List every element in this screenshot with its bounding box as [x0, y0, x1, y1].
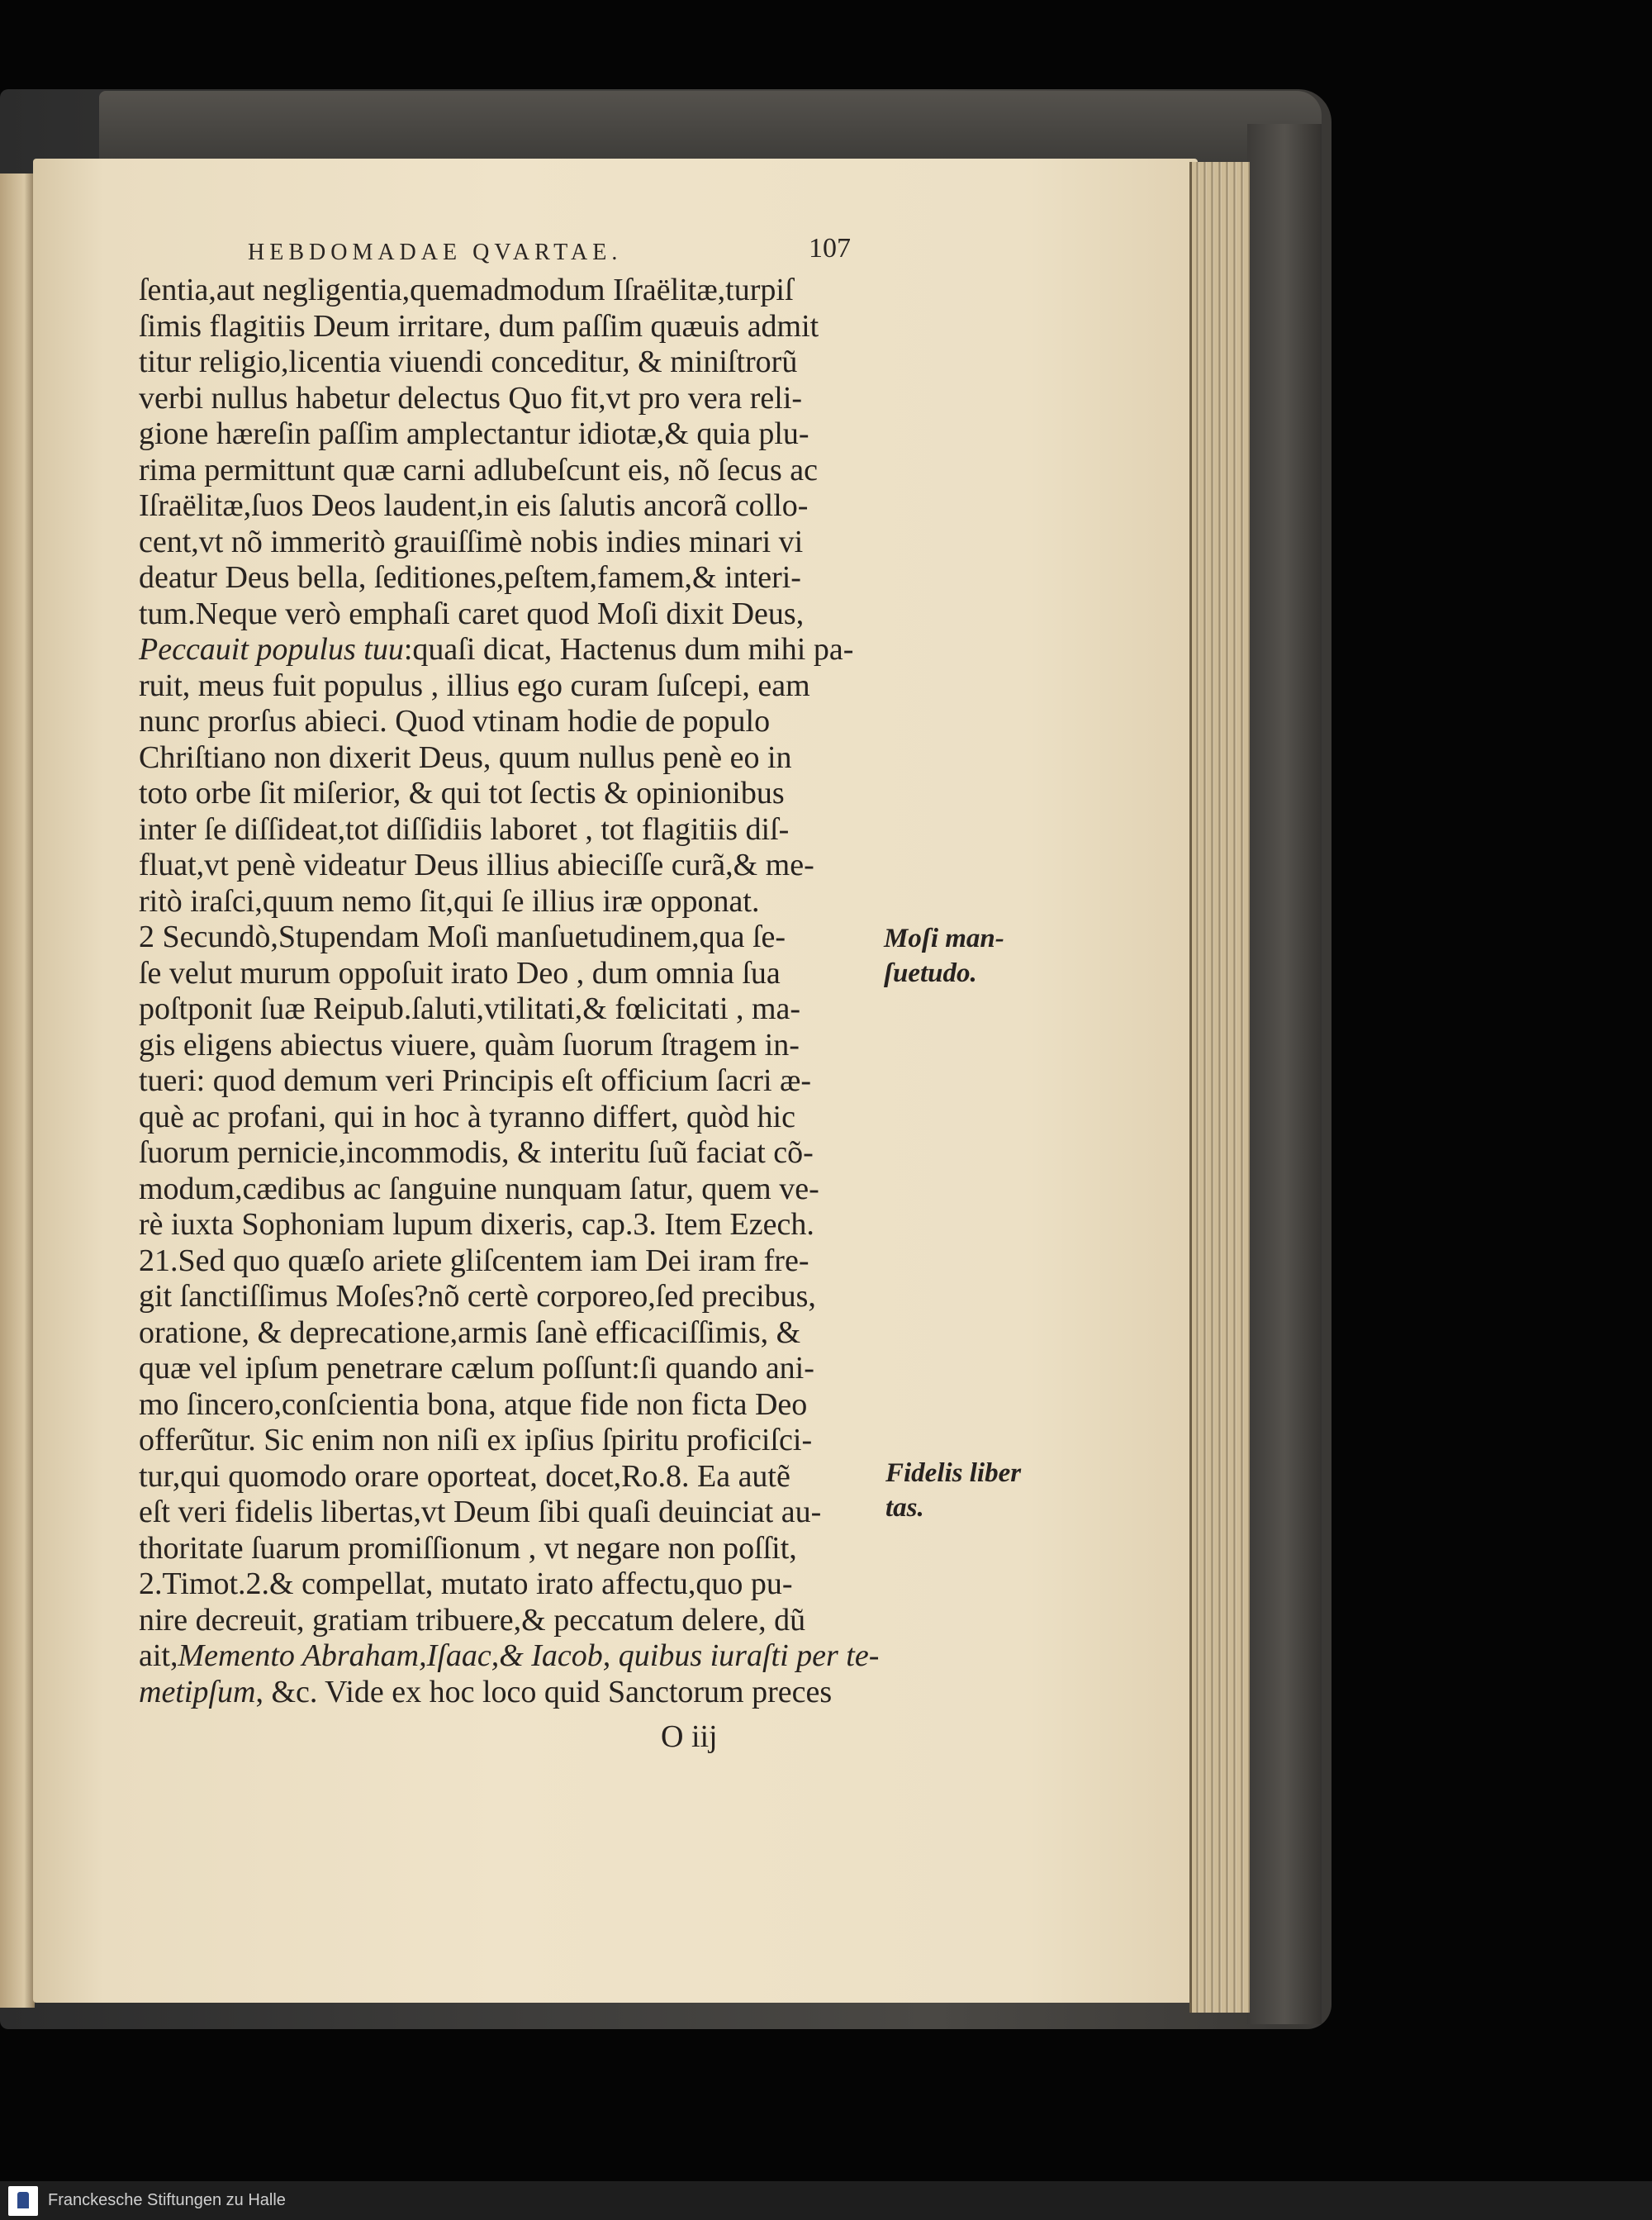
text-line: Peccauit populus tuu:quaſi dicat, Hactenus dum mihi pa-: [139, 632, 854, 667]
text-line: quæ vel ipſum penetrare cælum poſſunt:ſi quando ani-: [139, 1351, 814, 1386]
main-text-block: [139, 273, 882, 1710]
text-line: offerũtur. Sic enim non niſi ex ipſius ſpiritu proficiſci-: [139, 1423, 813, 1457]
text-line: Chriſtiano non dixerit Deus, quum nullus penè eo in: [139, 739, 792, 775]
text-line: tur,qui quomodo orare oporteat, docet,Ro.8. Ea autẽ: [139, 1458, 790, 1494]
text-line: ruit, meus fuit populus , illius ego curam ſuſcepi, eam: [139, 668, 810, 703]
text-line: ritò iraſci,quum nemo ſit,qui ſe illius iræ opponat.: [139, 883, 760, 919]
text-line: titur religio,licentia viuendi conceditur, & miniſtrorũ: [139, 345, 798, 379]
text-line: poſtponit ſuæ Reipub.ſaluti,vtilitati,& fœlicitati , ma-: [139, 991, 801, 1026]
text-line: rima permittunt quæ carni adlubeſcunt eis, nõ ſecus ac: [139, 452, 819, 487]
text-line: 21.Sed quo quæſo ariete gliſcentem iam Dei iram fre-: [139, 1243, 809, 1278]
left-page-edge: [0, 174, 35, 2008]
text-line: cent,vt nõ immeritò grauiſſimè nobis indies minari vi: [139, 524, 804, 559]
text-line: inter ſe diſſideat,tot diſſidiis laboret , tot flagitiis diſ-: [139, 811, 790, 847]
institution-logo-icon[interactable]: [8, 2186, 38, 2216]
text-line: metipſum, &c. Vide ex hoc loco quid Sanctorum preces: [139, 1674, 833, 1709]
text-line: toto orbe ſit miſerior, & qui tot ſectis & opinionibus: [139, 776, 785, 811]
marginal-note: Fidelis liber tas.: [885, 1458, 1022, 1523]
text-line: git ſanctiſſimus Moſes?nõ certè corporeo,ſed precibus,: [139, 1279, 816, 1314]
page-fore-edge: [1189, 162, 1250, 2013]
text-line: tueri: quod demum veri Principis eſt officium ſacri æ-: [139, 1063, 812, 1098]
text-line: modum,cædibus ac ſanguine nunquam ſatur, quem ve-: [139, 1171, 819, 1206]
signature-mark: O iij: [661, 1719, 718, 1754]
text-line: tum.Neque verò emphaſi caret quod Moſi dixit Deus,: [139, 596, 805, 631]
footer-bar: [0, 2181, 1652, 2220]
running-head: HEBDOMADAE QVARTAE.: [248, 240, 623, 265]
text-line: gione hæreſin paſſim amplectantur idiotæ,& quia plu-: [139, 416, 809, 451]
text-line: thoritate ſuarum promiſſionum , vt negare non poſſit,: [139, 1530, 797, 1566]
text-line: mo ſincero,conſcientia bona, atque fide non ficta Deo: [139, 1386, 808, 1422]
text-line: gis eligens abiectus viuere, quàm ſuorum ſtragem in-: [139, 1027, 800, 1062]
text-line: verbi nullus habetur delectus Quo fit,vt pro vera reli-: [139, 380, 803, 416]
text-line: nunc prorſus abieci. Quod vtinam hodie de populo: [139, 704, 771, 739]
text-line: Iſraëlitæ,ſuos Deos laudent,in eis ſalutis ancorã collo-: [139, 488, 809, 523]
institution-name: Franckesche Stiftungen zu Halle: [48, 2191, 286, 2209]
text-line: què ac profani, qui in hoc à tyranno differt, quòd hic: [139, 1099, 795, 1134]
page-number: 107: [809, 233, 851, 264]
text-line: 2.Timot.2.& compellat, mutato irato affectu,quo pu-: [139, 1566, 793, 1601]
text-line: 2 Secundò,Stupendam Moſi manſuetudinem,qua ſe-: [139, 920, 786, 954]
marginal-note: Moſi man- ſuetudo.: [884, 924, 1004, 988]
text-line: ait,Memento Abraham,Iſaac,& Iacob, quibus iuraſti per te-: [139, 1638, 880, 1673]
text-line: nire decreuit, gratiam tribuere,& peccatum delere, dũ: [139, 1602, 806, 1638]
italic-quote: Memento Abraham,Iſaac,& Iacob, quibus iuraſti per te-: [178, 1638, 880, 1673]
text-line: ſuorum pernicie,incommodis, & interitu ſuũ faciat cõ-: [139, 1135, 814, 1170]
text-line: fluat,vt penè videatur Deus illius abieciſſe curã,& me-: [139, 848, 814, 882]
italic-quote: metipſum: [139, 1674, 256, 1709]
text-line: eſt veri fidelis libertas,vt Deum ſibi quaſi deuinciat au-: [139, 1495, 822, 1529]
italic-quote: Peccauit populus tuu: [139, 632, 404, 667]
cover-right-board: [1247, 124, 1322, 2024]
cover-top-edge: [99, 91, 1322, 169]
text-line: rè iuxta Sophoniam lupum dixeris, cap.3. Item Ezech.: [139, 1207, 814, 1242]
text-line: deatur Deus bella, ſeditiones,peſtem,famem,& interi-: [139, 560, 801, 595]
text-line: ſe velut murum oppoſuit irato Deo , dum omnia ſua: [139, 955, 781, 991]
page-header: [248, 233, 851, 274]
text-line: ſentia,aut negligentia,quemadmodum Iſraëlitæ,turpiſ: [139, 273, 794, 307]
text-line: oratione, & deprecatione,armis ſanè efficaciſſimis, &: [139, 1314, 801, 1350]
text-line: ſimis flagitiis Deum irritare, dum paſſim quæuis admit: [139, 308, 819, 344]
